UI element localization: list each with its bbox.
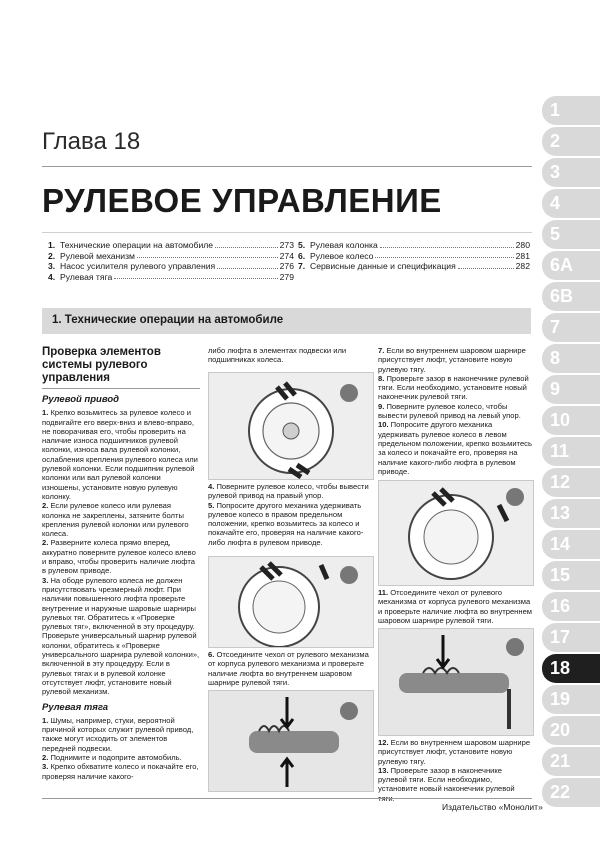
col1-steps-1 xyxy=(42,408,200,696)
step-number: 3. xyxy=(42,575,51,585)
toc-entry-label: Рулевое колесо xyxy=(310,250,374,261)
toc-entry[interactable] xyxy=(298,240,530,251)
step-paragraph xyxy=(42,753,200,762)
chapter-tab-14[interactable] xyxy=(542,530,600,559)
chapter-tab-6a[interactable] xyxy=(542,251,600,280)
page-title: РУЛЕВОЕ УПРАВЛЕНИЕ xyxy=(42,182,442,219)
step-number: 2. xyxy=(42,538,51,548)
toc-entry[interactable] xyxy=(298,251,530,262)
step-paragraph xyxy=(208,650,372,687)
step-number: 13. xyxy=(378,765,391,775)
toc-entry-page: 282 xyxy=(515,261,530,272)
toc-leader-dots xyxy=(217,261,277,269)
toc-entry-label: Технические операции на автомобиле xyxy=(60,240,214,250)
figure-wheel-check-1 xyxy=(208,372,374,480)
step-text: Крепко обхватите колесо и покачайте его, проверяя наличие какого- xyxy=(42,762,199,781)
chapter-tab-10[interactable] xyxy=(542,406,600,435)
toc-entry-label: Рулевая колонка xyxy=(310,240,378,250)
publisher-footer: Издательство «Монолит» xyxy=(442,802,543,812)
chapter-tab-21[interactable] xyxy=(542,747,600,776)
chapter-tab-5[interactable] xyxy=(542,220,600,249)
chapter-tab-15[interactable] xyxy=(542,561,600,590)
chapter-tab-11[interactable] xyxy=(542,437,600,466)
chapter-tab-13[interactable] xyxy=(542,499,600,528)
step-text: Попросите другого механика удерживать рулевое колесо в левом предельном положении, крепко возьмитесь за колесо и покачайте его, проверяя на наличие какого-либо люфта в рулевом приводе. xyxy=(378,420,532,476)
step-number: 2. xyxy=(42,752,51,762)
toc-leader-dots xyxy=(114,272,277,280)
step-number: 7. xyxy=(378,346,387,355)
chapter-tab-label: 3 xyxy=(550,162,561,182)
chapter-tab-9[interactable] xyxy=(542,375,600,404)
step-paragraph xyxy=(378,588,532,625)
toc-entry-number: 7. xyxy=(298,261,306,272)
toc-entry[interactable] xyxy=(48,261,294,272)
toc-top-rule xyxy=(42,232,532,233)
toc-entry-label: Сервисные данные и спецификация xyxy=(310,261,456,272)
step-paragraph xyxy=(378,402,532,421)
toc-entry-number: 5. xyxy=(298,240,306,250)
column-2 xyxy=(208,346,372,365)
col1-heading-rule xyxy=(42,388,200,389)
step-paragraph xyxy=(42,762,200,781)
chapter-tab-label: 18 xyxy=(550,658,571,678)
toc-entry-page: 279 xyxy=(279,271,294,282)
chapter-tab-label: 8 xyxy=(550,348,561,368)
step-number: 3. xyxy=(42,762,51,772)
col2-steps-1 xyxy=(208,482,372,547)
section-header xyxy=(42,308,531,334)
step-text: Поднимите и подоприте автомобиль. xyxy=(50,752,182,762)
step-number: 11. xyxy=(378,588,391,597)
chapter-tab-label: 13 xyxy=(550,503,571,523)
chapter-tab-label: 7 xyxy=(550,317,561,337)
toc-entry-page: 280 xyxy=(515,240,530,250)
step-paragraph xyxy=(42,408,200,501)
step-number: 4. xyxy=(208,482,217,491)
footer-rule xyxy=(42,798,532,799)
chapter-tab-8[interactable] xyxy=(542,344,600,373)
step-paragraph xyxy=(378,420,532,476)
step-paragraph xyxy=(42,576,200,697)
chapter-tab-label: 17 xyxy=(550,627,571,647)
chapter-tab-label: 6A xyxy=(550,255,574,275)
toc-entry-number: 2. xyxy=(48,250,56,261)
figure-inner-ball-joint-2 xyxy=(378,628,534,736)
step-text: Разверните колеса прямо вперед, аккуратно поверните рулевое колесо влево и вправо, чтобы проверить наличие люфта в рулевом приводе. xyxy=(42,538,196,576)
toc-entry-label: Насос усилителя рулевого управления xyxy=(60,261,216,272)
chapter-tab-label: 16 xyxy=(550,596,571,616)
chapter-tab-4[interactable] xyxy=(542,189,600,218)
chapter-tab-label: 4 xyxy=(550,193,561,213)
chapter-tab-7[interactable] xyxy=(542,313,600,342)
chapter-tab-3[interactable] xyxy=(542,158,600,187)
step-text: Проверьте зазор в наконечнике рулевой тяги. Если необходимо, установите новый наконечник рулевой xyxy=(378,765,515,794)
section-title: 1. Технические операции на автомобиле xyxy=(52,314,284,326)
chapter-tab-22[interactable] xyxy=(542,778,600,807)
col3-steps-2 xyxy=(378,588,532,625)
toc-entry-number: 4. xyxy=(48,271,56,282)
step-text: Крепко возьмитесь за рулевое колесо и подвигайте его вверх-вниз и влево-вправо, не поворачивая его, чтобы проверить на наличие износа подшипников рулевой колонки, износа вала рулевой колонки, ослабления крепления рулевого колеса или рулевой колонки. Если подшипник рулевой колонки или вал рулевой колонки изношены, установите новую рулевую колонку. xyxy=(42,408,198,501)
step-text: Попросите другого механика удерживать рулевое колесо в правом предельном положении, крепко возьмитесь за колесо и покачайте его, проверяя на наличие какого-либо люфта в рулевом приводе. xyxy=(208,500,364,547)
step-number: 10. xyxy=(378,420,391,430)
toc-entry-page: 281 xyxy=(515,250,530,261)
step-paragraph xyxy=(208,482,372,501)
chapter-tab-20[interactable] xyxy=(542,716,600,745)
chapter-tab-label: 5 xyxy=(550,224,561,244)
step-text: Если рулевое колесо или рулевая колонка не закреплены, затяните болты крепления рулевой колонки или рулевого колеса. xyxy=(42,501,189,539)
toc-entry[interactable] xyxy=(48,272,294,283)
step-text: Отсоедините чехол от рулевого механизма от корпуса рулевого механизма и проверьте наличие люфта во внутреннем шаровом шарнире рулевой тяги. xyxy=(208,650,369,687)
chapter-tab-17[interactable] xyxy=(542,623,600,652)
toc-leader-dots xyxy=(458,261,514,269)
col1-heading: Проверка элементов системы рулевого управления xyxy=(42,346,161,384)
chapter-tab-16[interactable] xyxy=(542,592,600,621)
step-number: 1. xyxy=(42,715,51,725)
toc-leader-dots xyxy=(380,240,514,248)
toc-entry-page: 276 xyxy=(279,261,294,272)
chapter-rule xyxy=(42,166,532,167)
step-paragraph xyxy=(42,501,200,538)
toc-entry-number: 1. xyxy=(48,240,56,250)
column-1 xyxy=(42,346,200,781)
chapter-label: Глава 18 xyxy=(42,128,141,155)
step-number: 1. xyxy=(42,408,51,418)
chapter-tab-label: 6B xyxy=(550,286,574,306)
figure-inner-ball-joint-1 xyxy=(208,690,374,792)
col1-steps-2 xyxy=(42,716,200,781)
figure-wheel-check-3 xyxy=(378,480,534,586)
toc-entry-number: 3. xyxy=(48,261,56,272)
step-number: 6. xyxy=(208,650,217,659)
chapter-tab-18[interactable] xyxy=(542,654,600,683)
toc-leader-dots xyxy=(137,251,278,259)
step-paragraph xyxy=(378,374,532,402)
chapter-tab-1[interactable] xyxy=(542,96,600,125)
toc-left-column xyxy=(48,240,294,282)
chapter-tab-label: 12 xyxy=(550,472,571,492)
step-number: 9. xyxy=(378,401,387,411)
chapter-tab-label: 15 xyxy=(550,565,571,585)
chapter-tab-label: 22 xyxy=(550,782,571,802)
step-number: 5. xyxy=(208,500,217,510)
step-number: 2. xyxy=(42,501,51,511)
step-text: Шумы, например, стуки, вероятной причиной которых служит рулевой привод, также могут исходить от элементов передней подвески. xyxy=(42,715,194,753)
step-number: 8. xyxy=(378,373,387,383)
chapter-tab-label: 21 xyxy=(550,751,571,771)
toc-entry-page: 273 xyxy=(279,240,294,250)
toc-entry[interactable] xyxy=(48,240,294,251)
col1-subheading-steering-drive: Рулевой привод xyxy=(42,394,120,405)
chapter-tab-19[interactable] xyxy=(542,685,600,714)
toc-entry[interactable] xyxy=(298,261,530,272)
step-paragraph xyxy=(378,346,532,374)
chapter-tab-label: 9 xyxy=(550,379,561,399)
chapter-tab-6b[interactable] xyxy=(542,282,600,311)
step-text: Поверните рулевое колесо, чтобы вывести рулевой привод на левый упор. xyxy=(378,401,521,421)
step-text: На ободе рулевого колеса не должен присутствовать чрезмерный люфт. При наличии повышенного люфта проверьте внутренние и наружные шаровые шарниры рулевых тяг. Обратитесь к «Проверке рулевых тяг», включенной в эту процедуру. Проверьте универсальный шарнир рулевой колонки, обратитесь к «Проверке универсального шарнира рулевой колонки», включенной в эту процедуру. Если в рулевых тягах и в рулевой колонке отсутствует люфт, установите новый рулевой механизм. xyxy=(42,575,200,697)
chapter-tab-label: 11 xyxy=(550,441,570,461)
toc-right-column xyxy=(298,240,530,272)
col3-steps-1 xyxy=(378,346,532,476)
figure-wheel-check-2 xyxy=(208,556,374,648)
toc-entry[interactable] xyxy=(48,251,294,262)
step-text: Если во внутреннем шаровом шарнире присутствует люфт, установите новую рулевую тягу. xyxy=(378,738,531,766)
step-paragraph xyxy=(42,538,200,575)
toc-entry-page: 274 xyxy=(279,250,294,261)
col1-subheading-tie-rod: Рулевая тяга xyxy=(42,701,109,713)
step-paragraph xyxy=(42,716,200,753)
toc-entry-label: Рулевая тяга xyxy=(60,271,113,282)
toc-leader-dots xyxy=(215,240,278,248)
step-paragraph xyxy=(208,501,372,547)
col2-intro: либо люфта в элементах подвески или подшипниках колеса. xyxy=(208,346,347,365)
toc-entry-label: Рулевой механизм xyxy=(60,250,135,261)
col2-steps-2 xyxy=(208,650,372,687)
toc-leader-dots xyxy=(375,251,513,259)
chapter-tab-label: 19 xyxy=(550,689,571,709)
chapter-tab-12[interactable] xyxy=(542,468,600,497)
step-paragraph xyxy=(378,738,532,766)
chapter-tab-2[interactable] xyxy=(542,127,600,156)
step-text: Проверьте зазор в наконечнике рулевой тяги. Если необходимо, установите новый наконечник рулевой тяги. xyxy=(378,373,529,402)
step-text: Поверните рулевое колесо, чтобы вывести рулевой привод на правый упор. xyxy=(208,482,369,501)
chapter-tab-label: 1 xyxy=(550,100,561,120)
chapter-tab-label: 10 xyxy=(550,410,571,430)
step-text: Отсоедините чехол от рулевого механизма от корпуса рулевого механизма и проверьте наличие люфта во внутреннем шаровом шарнире рулевой тяги. xyxy=(378,588,533,625)
chapter-tab-label: 20 xyxy=(550,720,571,740)
step-number: 12. xyxy=(378,738,391,747)
step-text: Если во внутреннем шаровом шарнире присутствует люфт, установите новую рулевую тягу. xyxy=(378,346,526,374)
chapter-tab-label: 14 xyxy=(550,534,571,554)
chapter-tab-label: 2 xyxy=(550,131,561,151)
col3-steps-3 xyxy=(378,738,532,803)
toc-entry-number: 6. xyxy=(298,250,306,261)
